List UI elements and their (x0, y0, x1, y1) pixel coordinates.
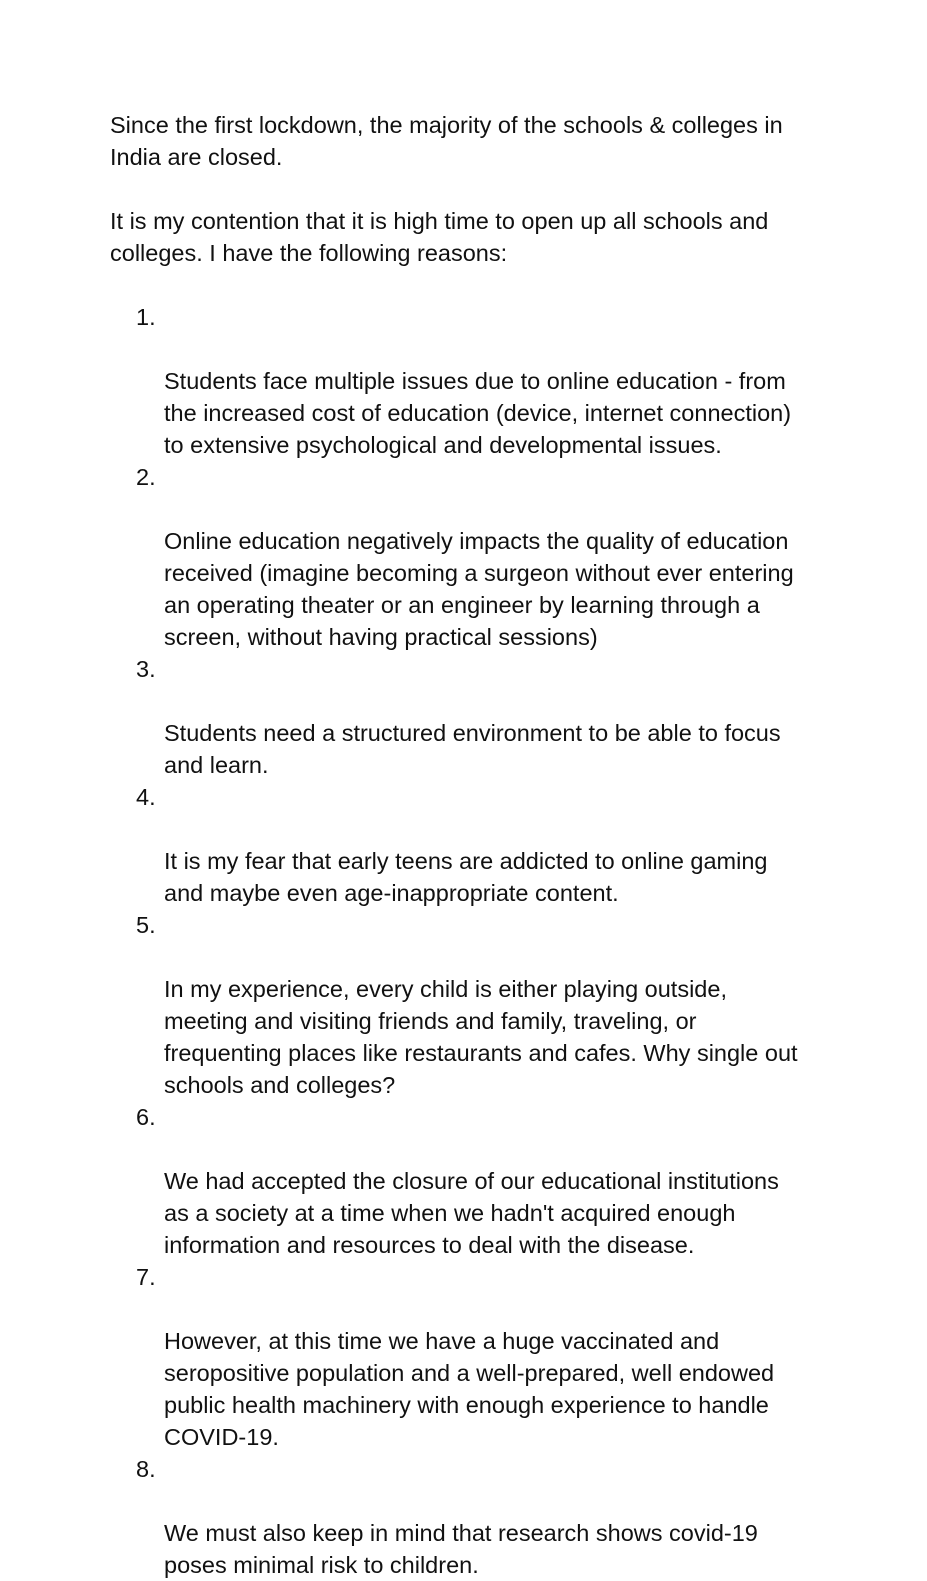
list-item (110, 781, 830, 909)
list-item (110, 1453, 830, 1581)
list-item (110, 1261, 830, 1453)
reasons-list (110, 301, 830, 1581)
list-item (110, 461, 830, 653)
list-item-text: It is my fear that early teens are addicted to online gaming and maybe even age-inappropriate content. (164, 848, 768, 906)
list-item-text: Students need a structured environment to be able to focus and learn. (164, 720, 781, 778)
list-item-number: 8. (136, 1456, 156, 1482)
list-item-text: We must also keep in mind that research shows covid-19 poses minimal risk to children. (164, 1520, 758, 1578)
list-item-text: Online education negatively impacts the quality of education received (imagine becoming a surgeon without ever entering an operating theater or an engineer by learning through a screen, without having practical sessions) (164, 528, 794, 650)
list-item-text: In my experience, every child is either playing outside, meeting and visiting friends and family, traveling, or frequenting places like restaurants and cafes. Why single out schools and colleges? (164, 976, 798, 1098)
list-item-text: Students face multiple issues due to online education - from the increased cost of education (device, internet connection) to extensive psychological and developmental issues. (164, 368, 792, 458)
intro-paragraph: Since the first lockdown, the majority of the schools & colleges in India are closed. (110, 112, 783, 170)
list-item (110, 653, 830, 781)
list-item (110, 909, 830, 1101)
list-item-number: 4. (136, 784, 156, 810)
list-item-number: 5. (136, 912, 156, 938)
list-item-number: 3. (136, 656, 156, 682)
list-item-number: 6. (136, 1104, 156, 1130)
list-item (110, 1101, 830, 1261)
list-item-number: 1. (136, 304, 156, 330)
list-item-number: 2. (136, 464, 156, 490)
list-item (110, 301, 830, 461)
list-item-number: 7. (136, 1264, 156, 1290)
list-item-text: We had accepted the closure of our educational institutions as a society at a time when we hadn't acquired enough information and resources to deal with the disease. (164, 1168, 779, 1258)
contention-paragraph: It is my contention that it is high time to open up all schools and colleges. I have the following reasons: (110, 208, 769, 266)
list-item-text: However, at this time we have a huge vaccinated and seropositive population and a well-prepared, well endowed public health machinery with enough experience to handle COVID-19. (164, 1328, 775, 1450)
document-body (110, 109, 830, 1581)
